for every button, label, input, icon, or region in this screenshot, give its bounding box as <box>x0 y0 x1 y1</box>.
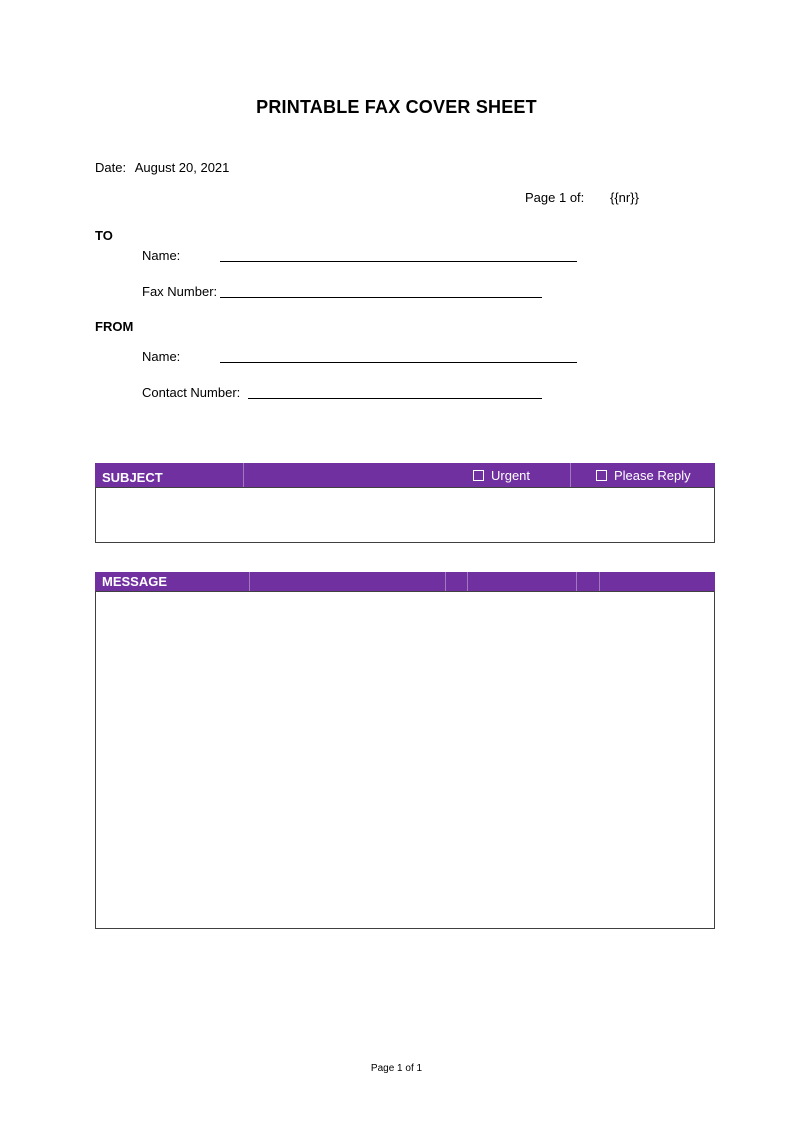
message-bar-divider <box>445 572 446 591</box>
please-reply-checkbox-icon[interactable] <box>596 470 607 481</box>
subject-box[interactable] <box>95 487 715 543</box>
date-value: August 20, 2021 <box>134 160 230 175</box>
page-count-value: {{nr}} <box>610 190 639 205</box>
message-bar-divider <box>599 572 600 591</box>
subject-bar-divider <box>243 463 244 487</box>
to-heading: TO <box>95 228 113 243</box>
urgent-label: Urgent <box>491 468 531 483</box>
to-fax-label: Fax Number: <box>142 284 218 299</box>
from-name-field[interactable] <box>220 362 577 363</box>
please-reply-option[interactable] <box>596 468 691 483</box>
page-footer: Page 1 of 1 <box>370 1063 423 1074</box>
page-title: PRINTABLE FAX COVER SHEET <box>256 97 537 117</box>
to-name-label: Name: <box>142 248 181 263</box>
please-reply-label: Please Reply <box>614 468 691 483</box>
message-label: MESSAGE <box>102 574 168 589</box>
page-count-label: Page 1 of: <box>525 190 585 205</box>
message-bar-divider <box>467 572 468 591</box>
urgent-option[interactable] <box>473 468 530 483</box>
subject-bar <box>95 463 715 487</box>
from-name-label: Name: <box>142 349 181 364</box>
from-heading: FROM <box>95 319 134 334</box>
message-bar-divider <box>576 572 577 591</box>
date-row <box>95 160 229 175</box>
message-bar-divider <box>249 572 250 591</box>
from-contact-field[interactable] <box>248 398 542 399</box>
to-fax-field[interactable] <box>220 297 542 298</box>
to-name-field[interactable] <box>220 261 577 262</box>
subject-bar-divider <box>570 463 571 487</box>
subject-label: SUBJECT <box>102 470 163 485</box>
message-box[interactable] <box>95 591 715 929</box>
message-bar <box>95 572 715 591</box>
urgent-checkbox-icon[interactable] <box>473 470 484 481</box>
date-label: Date: <box>95 160 127 175</box>
from-contact-label: Contact Number: <box>142 385 241 400</box>
